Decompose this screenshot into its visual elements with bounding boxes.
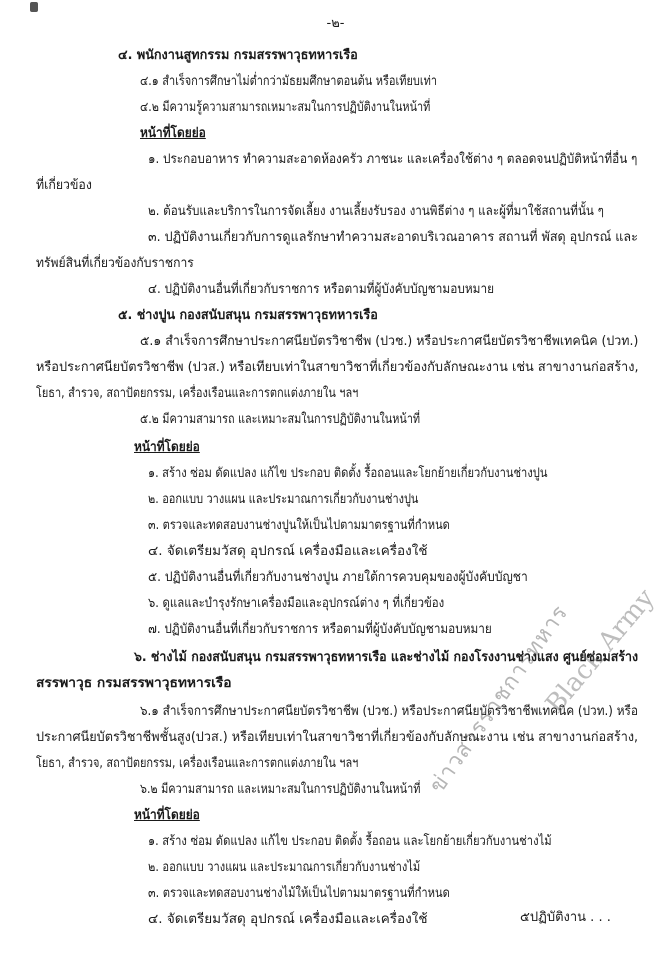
watermark-army: Black Army xyxy=(540,583,661,720)
text-line: หน้าที่โดยย่อ xyxy=(134,440,200,455)
text-line: ๖.๒ มีความสามารถ และเหมาะสมในการปฏิบัติงานในหน้าที่ xyxy=(140,782,421,797)
text-line: ๔. ปฏิบัติงานอื่นที่เกี่ยวกับราชการ หรือตามที่ผู้บังคับบัญชามอบหมาย xyxy=(148,282,495,297)
text-line: ๔.๒ มีความรู้ความสามารถเหมาะสมในการปฏิบัติงานในหน้าที่ xyxy=(140,100,431,115)
text-line: โยธา, สำรวจ, สถาปัตยกรรม, เครื่องเรือนและการตกแต่งภายใน ฯลฯ xyxy=(36,386,359,401)
text-line: ๕.๑ สำเร็จการศึกษาประกาศนียบัตรวิชาชีพ (ปวช.) หรือประกาศนียบัตรวิชาชีพเทคนิค (ปวท.) xyxy=(140,334,639,349)
text-line: ๓. ตรวจและทดสอบงานช่างไม้ให้เป็นไปตามมาตรฐานที่กำหนด xyxy=(148,886,450,901)
text-line: ๖.๑ สำเร็จการศึกษาประกาศนียบัตรวิชาชีพ (ปวช.) หรือประกาศนียบัตรวิชาชีพเทคนิค (ปวท.) หรือ xyxy=(140,704,639,719)
continuation-note: ๕ปฏิบัติงาน . . . xyxy=(520,910,611,925)
text-line: โยธา, สำรวจ, สถาปัตยกรรม, เครื่องเรือนและการตกแต่งภายใน ฯลฯ xyxy=(36,756,359,771)
scan-mark xyxy=(30,2,38,12)
text-line: ที่เกี่ยวข้อง xyxy=(36,178,92,193)
text-line: ๗. ปฏิบัติงานอื่นที่เกี่ยวกับราชการ หรือตามที่ผู้บังคับบัญชามอบหมาย xyxy=(148,622,492,637)
text-line: ๕. ปฏิบัติงานอื่นที่เกี่ยวกับงานช่างปูน ภายใต้การควบคุมของผู้บังคับบัญชา xyxy=(148,570,528,585)
text-line: ๒. ต้อนรับและบริการในการจัดเลี้ยง งานเลี้ยงรับรอง งานพิธีต่าง ๆ และผู้ที่มาใช้สถานที่นั้น ๆ xyxy=(148,204,604,219)
text-line: ๖. ดูแลและบำรุงรักษาเครื่องมือและอุปกรณ์ต่าง ๆ ที่เกี่ยวข้อง xyxy=(148,596,445,611)
text-line: ประกาศนียบัตรวิชาชีพชั้นสูง(ปวส.) หรือเทียบเท่าในสาขาวิชาที่เกี่ยวข้องกับลักษณะงาน เช่น สาขางานก่อสร้าง, xyxy=(36,730,639,745)
text-line: ๑. สร้าง ซ่อม ดัดแปลง แก้ไข ประกอบ ติดตั้ง รื้อถอน และโยกย้ายเกี่ยวกับงานช่างไม้ xyxy=(148,834,552,849)
text-line: ๒. ออกแบบ วางแผน และประมาณการเกี่ยวกับงานช่างปูน xyxy=(148,492,419,507)
text-line: ทรัพย์สินที่เกี่ยวข้องกับราชการ xyxy=(36,256,194,271)
text-line: หรือประกาศนียบัตรวิชาชีพ (ปวส.) หรือเทียบเท่าในสาขาวิชาที่เกี่ยวข้องกับลักษณะงาน เช่น สาขางานก่อสร้าง, xyxy=(36,360,639,375)
text-line: ๑. สร้าง ซ่อม ดัดแปลง แก้ไข ประกอบ ติดตั้ง รื้อถอนและโยกย้ายเกี่ยวกับงานช่างปูน xyxy=(148,466,548,481)
text-line: ๕.๒ มีความสามารถ และเหมาะสมในการปฏิบัติงานในหน้าที่ xyxy=(140,412,421,427)
text-line: หน้าที่โดยย่อ xyxy=(134,808,200,823)
text-line: ๕. ช่างปูน กองสนับสนุน กรมสรรพาวุธทหารเรือ xyxy=(118,308,378,323)
text-line: ๒. ออกแบบ วางแผน และประมาณการเกี่ยวกับงานช่างไม้ xyxy=(148,860,421,875)
text-line: ๑. ประกอบอาหาร ทำความสะอาดห้องครัว ภาชนะ และเครื่องใช้ต่าง ๆ ตลอดจนปฏิบัติหน้าที่อื่น ๆ xyxy=(148,152,638,167)
text-line: สรรพาวุธ กรมสรรพาวุธทหารเรือ xyxy=(36,676,232,691)
text-line: ๓. ปฏิบัติงานเกี่ยวกับการดูแลรักษาทำความสะอาดบริเวณอาคาร สถานที่ พัสดุ อุปกรณ์ และ xyxy=(148,230,638,245)
text-line: ๔. จัดเตรียมวัสดุ อุปกรณ์ เครื่องมือและเครื่องใช้ xyxy=(148,912,428,927)
text-line: ๖. ช่างไม้ กองสนับสนุน กรมสรรพาวุธทหารเรือ และช่างไม้ กองโรงงานช่างแสง ศูนย์ซ่อมสร้าง xyxy=(134,650,639,665)
text-line: ๔.๑ สำเร็จการศึกษาไม่ต่ำกว่ามัธยมศึกษาตอนต้น หรือเทียบเท่า xyxy=(140,74,438,89)
watermark-thai: ข่าวสารราชการทหาร xyxy=(424,600,574,798)
text-line: ๓. ตรวจและทดสอบงานช่างปูนให้เป็นไปตามมาตรฐานที่กำหนด xyxy=(148,518,450,533)
text-line: หน้าที่โดยย่อ xyxy=(140,126,206,141)
text-line: ๔. พนักงานสูทกรรม กรมสรรพาวุธทหารเรือ xyxy=(118,48,358,63)
text-line: ๔. จัดเตรียมวัสดุ อุปกรณ์ เครื่องมือและเครื่องใช้ xyxy=(148,544,428,559)
page-number: -๒- xyxy=(326,16,345,31)
